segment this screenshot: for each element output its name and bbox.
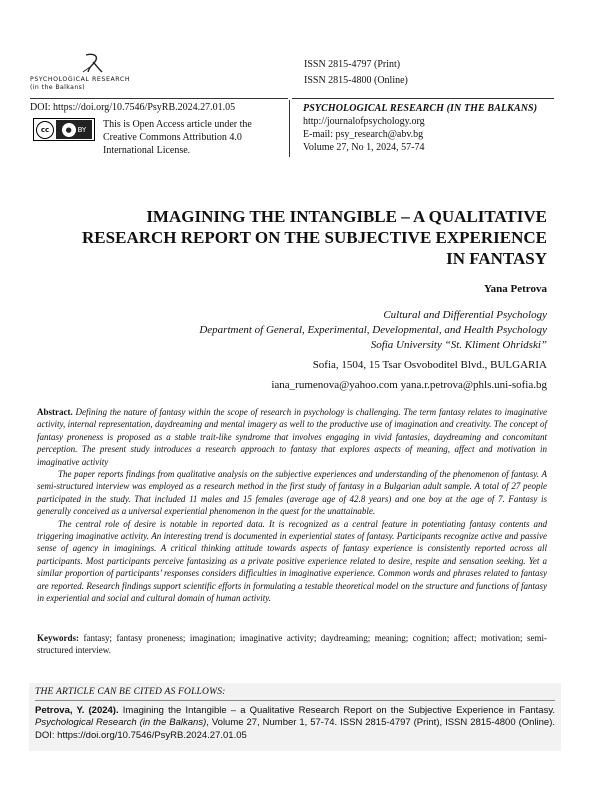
citation-details: , Volume 27, Number 1, 57-74. ISSN 2815-4797 (Print), ISSN 2815-4800 (Online). DOI: https://doi.org/10.7546/PsyRB.2024.27.01.05 xyxy=(35,717,555,741)
citation-author-year: Petrova, Y. (2024). xyxy=(35,705,119,716)
citation-heading: THE ARTICLE CAN BE CITED AS FOLLOWS: xyxy=(35,687,226,697)
citation-title: Imagining the Intangible – a Qualitative Research Report on the Subjective Experience in Fantasy. xyxy=(122,705,556,716)
affiliation-line-1: Cultural and Differential Psychology xyxy=(383,309,547,321)
logo-line-1: PSYCHOLOGICAL RESEARCH xyxy=(30,76,131,83)
affiliation-line-2: Department of General, Experimental, Developmental, and Health Psychology xyxy=(199,324,547,336)
abstract-text-1: Defining the nature of fantasy within the scope of research in psychology is challenging. The term fantasy relates to imaginative activity, internal representation, daydreaming and mental imagery as well to the productive use of imagination and creativity. The concept of fantasy proneness is proposed as a stable trait-like syndrome that involves engaging in vivid fantasies, daydreaming and concomitant perception. The present study introduces a research approach to fantasy that explores aspects of meaning, affect and motivation in imaginative activity xyxy=(37,407,547,467)
abstract-paragraph-2: The paper reports findings from qualitative analysis on the subjective experiences and understanding of the phenomenon of fantasy. A semi-structured interview was employed as a research method in the first study of fantasy in a Bulgarian adult sample. A total of 27 people participated in the study. That included 11 males and 15 females (average age of 42.8 years) and one boy at the age of 7. Fantasy is generally conceived as a universal experiential phenomenon in the quest for the unattainable. xyxy=(37,469,547,517)
by-label: BY xyxy=(77,125,87,134)
citation-journal: Psychological Research (in the Balkans) xyxy=(35,717,207,729)
cc-license-badge[interactable] xyxy=(33,118,95,141)
author-name: Yana Petrova xyxy=(483,283,547,295)
keywords-label: Keywords: xyxy=(37,633,79,643)
article-title: IMAGINING THE INTANGIBLE – A QUALITATIVE RESEARCH REPORT ON THE SUBJECTIVE EXPERIENCE IN FANTASY xyxy=(82,207,547,268)
journal-logo xyxy=(30,52,160,98)
issn-online: ISSN 2815-4800 (Online) xyxy=(304,75,408,86)
journal-volume: Volume 27, No 1, 2024, 57-74 xyxy=(303,142,425,153)
address: Sofia, 1504, 15 Tsar Osvoboditel Blvd., BULGARIA xyxy=(312,359,547,371)
journal-name: PSYCHOLOGICAL RESEARCH (IN THE BALKANS) xyxy=(303,103,538,114)
keywords xyxy=(37,632,547,657)
citation-text xyxy=(35,705,555,742)
abstract-paragraph-3: The central role of desire is notable in reported data. It is recognized as a central feature in potentiating fantasy contents and triggering imaginative activity. An interesting trend is documented in experiential states of fantasy. Participants recognize active and passive sense of agency in imaginings. A critical thinking attitude towards aspects of fantasy experience is consistently reported across all participants. Most participants perceive fantasizing as a private positive experience related to desire, respite and sensation seeking. Yet a similar proportion of participants’ responses considers difficulties in imaginative experience. Common words and phrases related to fantasy are reported. Research findings support scientific efforts in formulating a testable theoretical model on the structure and functions of fantasy in experiential and social and cultural domain of human activity. xyxy=(37,518,547,604)
logo-mark-icon xyxy=(80,52,106,76)
journal-url[interactable]: http://journalofpsychology.org xyxy=(303,116,425,127)
abstract-paragraph-1 xyxy=(37,406,547,468)
header-rule-right xyxy=(292,98,554,99)
header-rule-left xyxy=(30,98,288,99)
affiliation-line-3: Sofia University “St. Kliment Ohridski” xyxy=(370,339,547,351)
abstract xyxy=(37,406,547,605)
citation-rule xyxy=(35,700,555,701)
cc-icon: cc xyxy=(36,121,54,139)
doi-link[interactable]: DOI: https://doi.org/10.7546/PsyRB.2024.27.01.05 xyxy=(30,102,236,113)
by-icon-area xyxy=(56,120,92,139)
logo-line-2: (in the Balkans) xyxy=(30,84,86,91)
header-divider xyxy=(289,100,290,157)
author-emails[interactable]: iana_rumenova@yahoo.com yana.r.petrova@phls.uni-sofia.bg xyxy=(271,379,547,391)
affiliation xyxy=(100,308,547,393)
attribution-icon: ● xyxy=(62,123,76,137)
issn-print: ISSN 2815-4797 (Print) xyxy=(304,59,401,70)
journal-info xyxy=(303,102,537,154)
issn-block xyxy=(304,57,408,89)
abstract-label: Abstract. xyxy=(37,407,73,417)
keywords-text: fantasy; fantasy proneness; imagination; imaginative activity; daydreaming; meaning; cognition; affect; motivation; semi-structured interview. xyxy=(37,633,547,656)
journal-email[interactable]: E-mail: psy_research@abv.bg xyxy=(303,129,424,140)
license-text: This is Open Access article under the Creative Commons Attribution 4.0 International License. xyxy=(103,119,252,156)
